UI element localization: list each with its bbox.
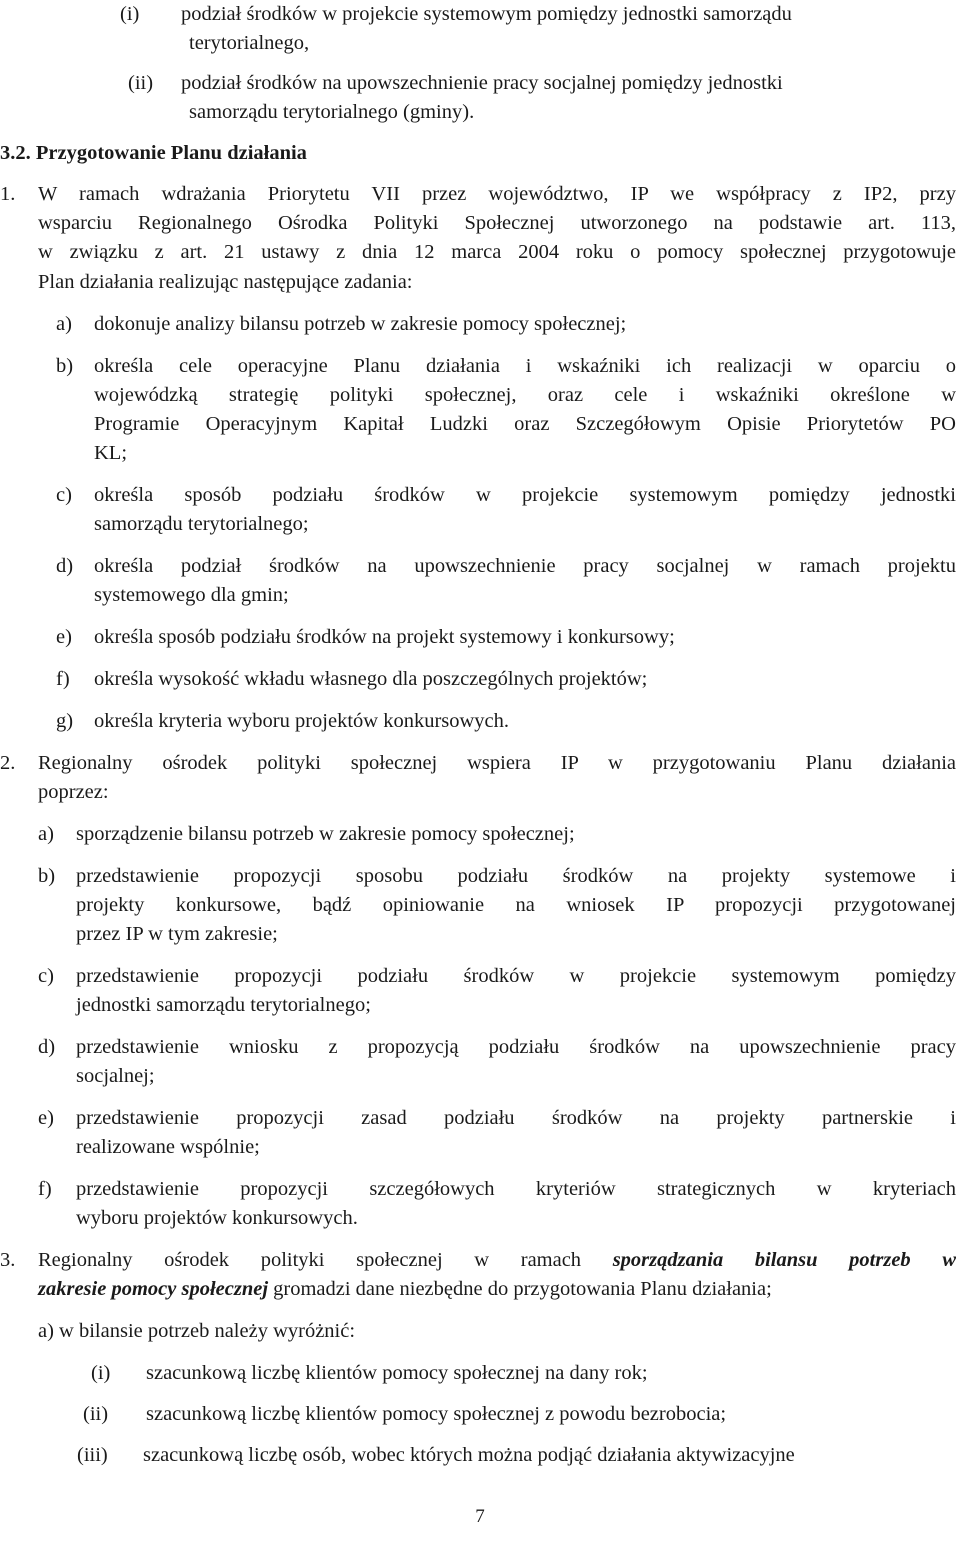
item-number: (ii)	[128, 72, 154, 94]
paragraph-1-line	[0, 180, 960, 209]
paragraph-number: 3.	[0, 1249, 16, 1271]
item-text: sporządzenie bilansu potrzeb w zakresie pomocy społecznej;	[76, 823, 575, 845]
paragraph-text	[38, 1275, 772, 1304]
list-item-continuation	[0, 439, 960, 468]
paragraph-text: Regionalny ośrodek polityki społecznej wspiera IP w przygotowaniu Planu działania	[38, 752, 956, 774]
list-item	[0, 352, 960, 381]
list-item-continuation	[0, 891, 960, 920]
item-number: (iii)	[77, 1444, 108, 1466]
item-text: przedstawienie propozycji szczegółowych kryteriów strategicznych w kryteriach	[76, 1178, 956, 1200]
item-number: (i)	[91, 1362, 111, 1384]
item-text: przedstawienie propozycji podziału środków w projekcie systemowym pomiędzy	[76, 965, 956, 987]
list-item-continuation	[0, 410, 960, 439]
list-item	[0, 665, 960, 694]
item-text: wyboru projektów konkursowych.	[76, 1207, 358, 1229]
paragraph-1-line	[0, 238, 960, 267]
list-item-continuation	[0, 1204, 960, 1233]
item-text: samorządu terytorialnego;	[94, 513, 309, 535]
item-label: b)	[38, 865, 56, 887]
list-item-continuation	[0, 991, 960, 1020]
paragraph-2-line	[0, 749, 960, 778]
item-text: przedstawienie propozycji sposobu podziału środków na projekty systemowe i	[76, 865, 956, 887]
paragraph-text-plain: Regionalny ośrodek polityki społecznej w ramach	[38, 1249, 613, 1271]
item-text: określa sposób podziału środków na projekt systemowy i konkursowy;	[94, 626, 675, 648]
item-text: socjalnej;	[76, 1065, 155, 1087]
list-item	[0, 1441, 960, 1470]
list-item	[0, 707, 960, 736]
item-label: c)	[38, 965, 54, 987]
list-item	[0, 481, 960, 510]
list-item	[0, 1033, 960, 1062]
sub-label: a) w bilansie potrzeb należy wyróżnić:	[38, 1320, 356, 1342]
list-item	[0, 962, 960, 991]
item-text: terytorialnego,	[189, 32, 310, 54]
paragraph-text: poprzez:	[38, 781, 109, 803]
item-text: jednostki samorządu terytorialnego;	[76, 994, 371, 1016]
list-item	[0, 820, 960, 849]
paragraph-number: 1.	[0, 183, 16, 205]
item-label: c)	[56, 484, 72, 506]
item-text: dokonuje analizy bilansu potrzeb w zakresie pomocy społecznej;	[94, 313, 627, 335]
list-item	[0, 1400, 960, 1429]
emphasis-text: sporządzania bilansu potrzeb w	[612, 1249, 956, 1271]
item-text: samorządu terytorialnego (gminy).	[189, 101, 475, 123]
item-text: przedstawienie propozycji zasad podziału środków na projekty partnerskie i	[76, 1107, 956, 1129]
emphasis-text: zakresie pomocy społecznej	[38, 1278, 269, 1300]
list-item-continuation	[0, 920, 960, 949]
item-label: f)	[56, 668, 70, 690]
item-label: d)	[38, 1036, 56, 1058]
item-text: przez IP w tym zakresie;	[76, 923, 278, 945]
item-text: określa wysokość wkładu własnego dla poszczególnych projektów;	[94, 668, 648, 690]
item-label: e)	[56, 626, 72, 648]
item-label: d)	[56, 555, 74, 577]
item-text: określa kryteria wyboru projektów konkursowych.	[94, 710, 510, 732]
paragraph-text: Plan działania realizując następujące zadania:	[38, 271, 413, 293]
item-text: KL;	[94, 442, 128, 464]
section-title: 3.2. Przygotowanie Planu działania	[0, 142, 307, 164]
item-text: szacunkową liczbę klientów pomocy społecznej z powodu bezrobocia;	[146, 1403, 727, 1425]
list-item-continuation	[0, 98, 960, 127]
item-text: wojewódzką strategię polityki społecznej, oraz cele i wskaźniki określone w	[94, 384, 956, 406]
sub-heading	[0, 1317, 960, 1346]
item-text: szacunkową liczbę klientów pomocy społecznej na dany rok;	[146, 1362, 648, 1384]
list-item-continuation	[0, 381, 960, 410]
item-label: a)	[56, 313, 72, 335]
item-text: szacunkową liczbę osób, wobec których można podjąć działania aktywizacyjne	[143, 1444, 795, 1466]
list-item	[0, 1104, 960, 1133]
list-item-continuation	[0, 581, 960, 610]
list-item	[0, 623, 960, 652]
item-text: podział środków na upowszechnienie pracy socjalnej pomiędzy jednostki	[181, 72, 783, 94]
list-item	[0, 69, 960, 98]
item-label: b)	[56, 355, 74, 377]
paragraph-text	[38, 1246, 956, 1275]
paragraph-text-plain: gromadzi dane niezbędne do przygotowania Planu działania;	[268, 1278, 772, 1300]
list-item-continuation	[0, 29, 960, 58]
paragraph-1-line	[0, 209, 960, 238]
item-text: przedstawienie wniosku z propozycją podziału środków na upowszechnienie pracy	[76, 1036, 956, 1058]
item-text: określa podział środków na upowszechnienie pracy socjalnej w ramach projektu	[94, 555, 956, 577]
list-item-continuation	[0, 1133, 960, 1162]
list-item	[0, 0, 960, 29]
list-item	[0, 1175, 960, 1204]
item-text: projekty konkursowe, bądź opiniowanie na wniosek IP propozycji przygotowanej	[76, 894, 956, 916]
item-text: Programie Operacyjnym Kapitał Ludzki oraz Szczegółowym Opisie Priorytetów PO	[94, 413, 956, 435]
item-text: podział środków w projekcie systemowym pomiędzy jednostki samorządu	[181, 3, 792, 25]
item-label: g)	[56, 710, 74, 732]
section-heading	[0, 139, 960, 168]
paragraph-2-line	[0, 778, 960, 807]
list-item	[0, 1359, 960, 1388]
list-item-continuation	[0, 510, 960, 539]
paragraph-text: W ramach wdrażania Priorytetu VII przez województwo, IP we współpracy z IP2, przy	[38, 183, 956, 205]
item-text: określa cele operacyjne Planu działania i wskaźniki ich realizacji w oparciu o	[94, 355, 956, 377]
item-text: systemowego dla gmin;	[94, 584, 289, 606]
paragraph-3-line	[0, 1275, 960, 1304]
list-item-continuation	[0, 1062, 960, 1091]
item-label: e)	[38, 1107, 54, 1129]
paragraph-text: w związku z art. 21 ustawy z dnia 12 marca 2004 roku o pomocy społecznej przygotowuje	[38, 241, 956, 263]
list-item	[0, 862, 960, 891]
item-label: a)	[38, 823, 54, 845]
item-text: określa sposób podziału środków w projekcie systemowym pomiędzy jednostki	[94, 484, 956, 506]
paragraph-text: wsparciu Regionalnego Ośrodka Polityki Społecznej utworzonego na podstawie art. 113,	[38, 212, 956, 234]
item-number: (i)	[120, 3, 140, 25]
item-text: realizowane wspólnie;	[76, 1136, 260, 1158]
paragraph-1-line	[0, 268, 960, 297]
item-number: (ii)	[83, 1403, 109, 1425]
paragraph-3-line	[0, 1246, 960, 1275]
page-number: 7	[475, 1506, 485, 1527]
list-item	[0, 310, 960, 339]
item-label: f)	[38, 1178, 52, 1200]
list-item	[0, 552, 960, 581]
paragraph-number: 2.	[0, 752, 16, 774]
